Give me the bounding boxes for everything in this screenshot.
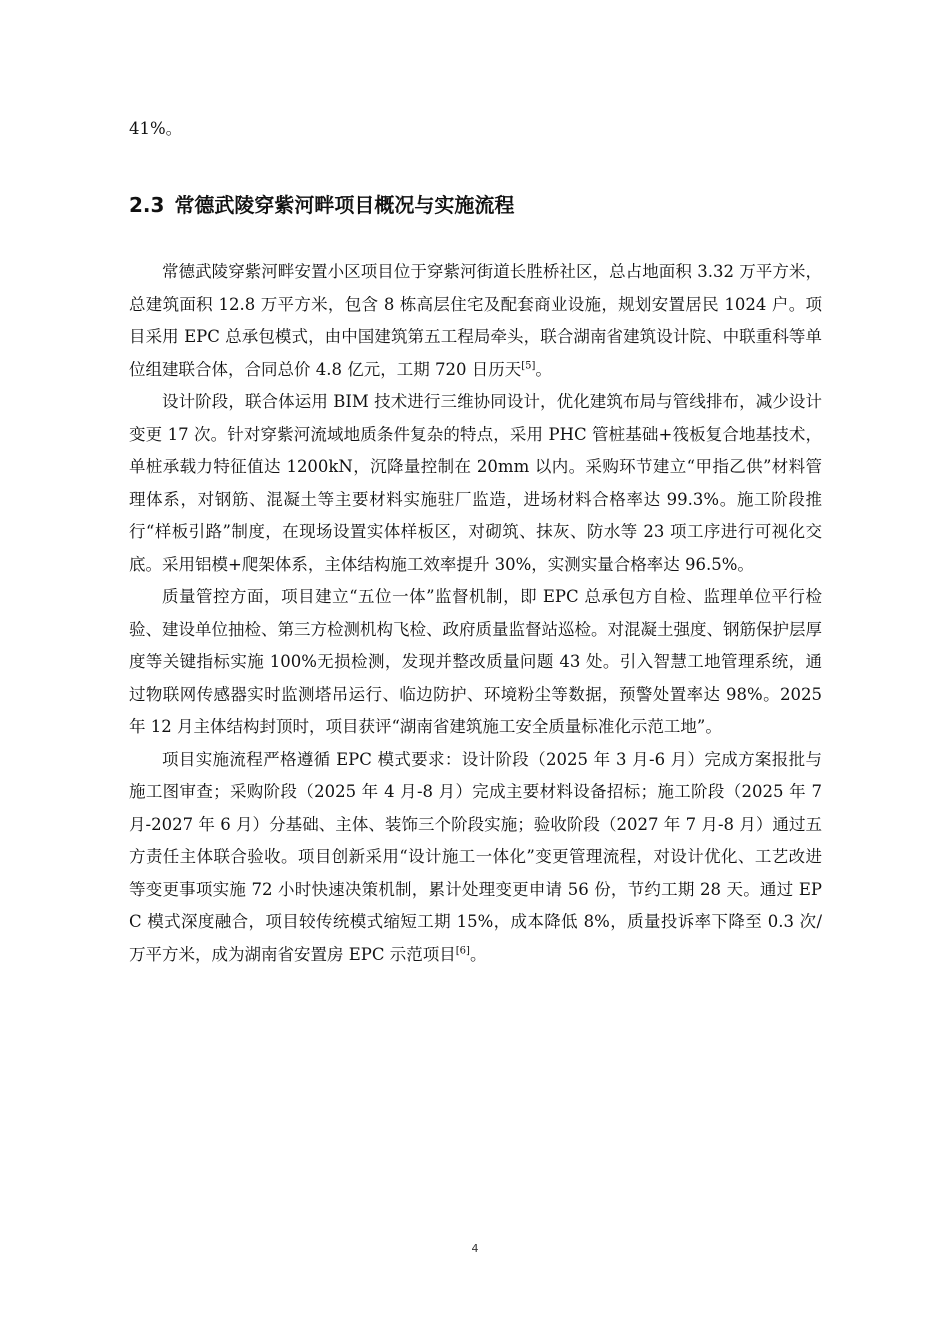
body-text [129, 256, 822, 971]
paragraph-text: 设计阶段，联合体运用 BIM 技术进行三维协同设计，优化建筑布局与管线排布，减少设计变更 17 次。针对穿紫河流域地质条件复杂的特点，采用 PHC 管桩基础+筏板复合地基技术，单桩承载力特征值达 1200kN，沉降量控制在 20mm 以内。采购环节建立“甲指乙供”材料管理体系，对钢筋、混凝土等主要材料实施驻厂监造，进场材料合格率达 99.3%。施工阶段推行“样板引路”制度，在现场设置实体样板区，对砌筑、抹灰、防水等 23 项工序进行可视化交底。采用铝模+爬架体系，主体结构施工效率提升 30%，实测实量合格率达 96.5%。 [129, 392, 822, 574]
carry-over-text: 41%。 [129, 119, 183, 138]
paragraph-text: 质量管控方面，项目建立“五位一体”监督机制，即 EPC 总承包方自检、监理单位平行检验、建设单位抽检、第三方检测机构飞检、政府质量监督站巡检。对混凝土强度、钢筋保护层厚度等关键指标实施 100%无损检测，发现并整改质量问题 43 处。引入智慧工地管理系统，通过物联网传感器实时监测塔吊运行、临边防护、环境粉尘等数据，预警处置率达 98%。2025 年 12 月主体结构封顶时，项目获评“湖南省建筑施工安全质量标准化示范工地”。 [129, 587, 822, 736]
paragraph-text: 项目实施流程严格遵循 EPC 模式要求：设计阶段（2025 年 3 月-6 月）完成方案报批与施工图审查；采购阶段（2025 年 4 月-8 月）完成主要材料设备招标；施工阶段（2025 年 7 月-2027 年 6 月）分基础、主体、装饰三个阶段实施；验收阶段（2027 年 7 月-8 月）通过五方责任主体联合验收。项目创新采用“设计施工一体化”变更管理流程，对设计优化、工艺改进等变更事项实施 72 小时快速决策机制，累计处理变更申请 56 份，节约工期 28 天。通过 EPC 模式深度融合，项目较传统模式缩短工期 15%，成本降低 8%，质量投诉率下降至 0.3 次/万平方米，成为湖南省安置房 EPC 示范项目 [129, 749, 822, 964]
page-number: 4 [471, 1242, 479, 1255]
section-title: 常德武陵穿紫河畔项目概况与实施流程 [174, 193, 515, 217]
paragraph-quality-control [129, 581, 822, 744]
paragraph-text: 常德武陵穿紫河畔安置小区项目位于穿紫河街道长胜桥社区，总占地面积 3.32 万平方米，总建筑面积 12.8 万平方米，包含 8 栋高层住宅及配套商业设施，规划安置居民 1024 户。项目采用 EPC 总承包模式，由中国建筑第五工程局牵头，联合湖南省建筑设计院、中联重科等单位组建联合体，合同总价 4.8 亿元，工期 720 日历天 [129, 262, 822, 379]
paragraph-tail: 。 [535, 359, 552, 379]
citation-ref: [5] [521, 360, 536, 371]
paragraph-tail: 。 [469, 944, 487, 964]
section-number: 2.3 [129, 193, 165, 217]
paragraph-implementation-flow [129, 744, 822, 972]
citation-ref: [6] [455, 945, 470, 956]
paragraph-design-phase [129, 386, 822, 581]
section-heading [129, 189, 514, 221]
paragraph-project-overview [129, 256, 822, 386]
